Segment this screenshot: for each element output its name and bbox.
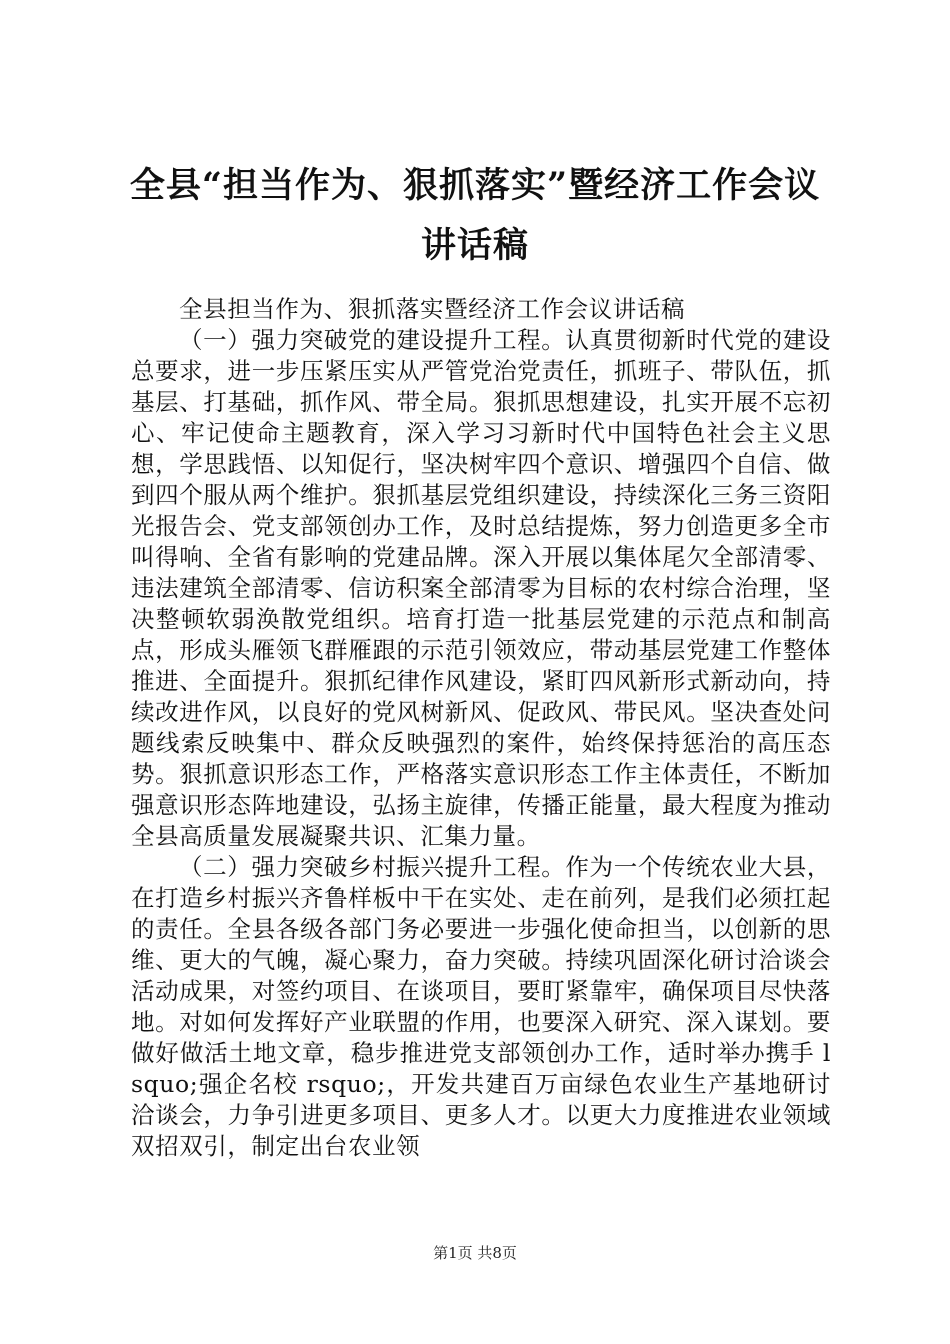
page-footer: 第1页 共8页 bbox=[433, 1244, 517, 1262]
document-body bbox=[131, 294, 831, 1162]
paragraph-rural-revitalization: （二）强力突破乡村振兴提升工程。作为一个传统农业大县，在打造乡村振兴齐鲁样板中干在实处、走在前列，是我们必须扛起的责任。全县各级各部门务必要进一步强化使命担当，以创新的思维、更大的气魄，凝心聚力，奋力突破。持续巩固深化研讨洽谈会活动成果，对签约项目、在谈项目，要盯紧靠牢，确保项目尽快落地。对如何发挥好产业联盟的作用，也要深入研究、深入谋划。要做好做活土地文章，稳步推进党支部领创办工作，适时举办携手 lsquo;强企名校 rsquo;，开发共建百万亩绿色农业生产基地研讨洽谈会，力争引进更多项目、更多人才。以更大力度推进农业领域双招双引，制定出台农业领 bbox=[131, 853, 831, 1160]
subtitle-paragraph: 全县担当作为、狠抓落实暨经济工作会议讲话稿 bbox=[179, 295, 686, 323]
title-line-2: 讲话稿 bbox=[420, 225, 529, 266]
paragraph-party-building: （一）强力突破党的建设提升工程。认真贯彻新时代党的建设总要求，进一步压紧压实从严管党治党责任，抓班子、带队伍，抓基层、打基础，抓作风、带全局。狠抓思想建设，扎实开展不忘初心、牢记使命主题教育，深入学习习新时代中国特色社会主义思想，学思践悟、以知促行，坚决树牢四个意识、增强四个自信、做到四个服从两个维护。狠抓基层党组织建设，持续深化三务三资阳光报告会、党支部领创办工作，及时总结提炼，努力创造更多全市叫得响、全省有影响的党建品牌。深入开展以集体尾欠全部清零、违法建筑全部清零、信访积案全部清零为目标的农村综合治理，坚决整顿软弱涣散党组织。培育打造一批基层党建的示范点和制高点，形成头雁领飞群雁跟的示范引领效应，带动基层党建工作整体推进、全面提升。狠抓纪律作风建设，紧盯四风新形式新动向，持续改进作风，以良好的党风树新风、促政风、带民风。坚决查处问题线索反映集中、群众反映强烈的案件，始终保持惩治的高压态势。狠抓意识形态工作，严格落实意识形态工作主体责任，不断加强意识形态阵地建设，弘扬主旋律，传播正能量，最大程度为推动全县高质量发展凝聚共识、汇集力量。 bbox=[131, 326, 831, 850]
title-line-1: 全县“担当作为、狠抓落实”暨经济工作会议 bbox=[129, 165, 821, 206]
document-title bbox=[100, 156, 850, 276]
